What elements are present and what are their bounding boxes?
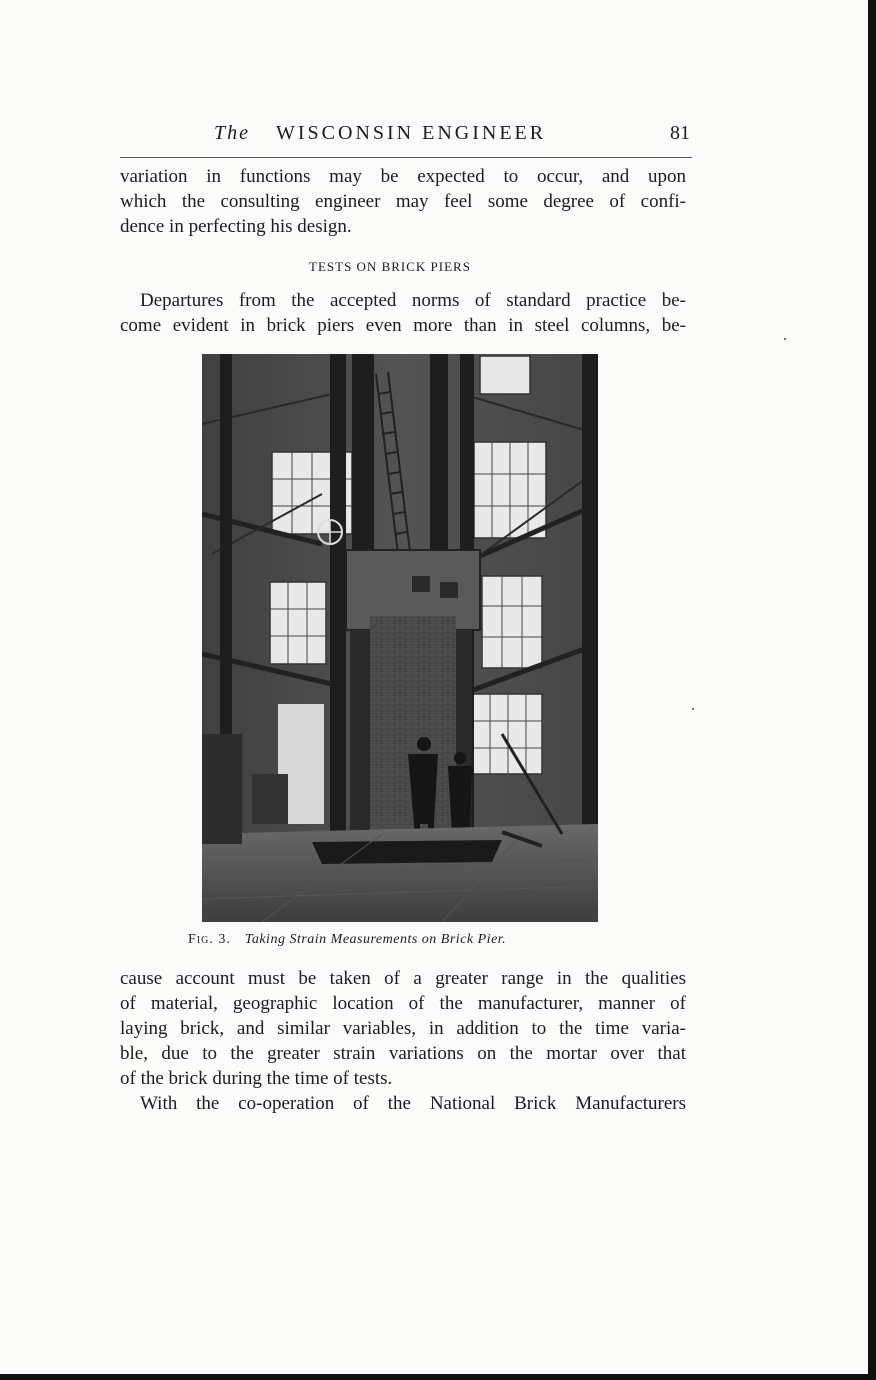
paragraph-continued — [120, 164, 686, 239]
scan-border-bottom — [0, 1374, 876, 1380]
text-line: variation in functions may be expected to occur, and upon — [120, 166, 686, 187]
brick-pier-photo — [202, 354, 598, 922]
text-line: come evident in brick piers even more than in steel columns, be- — [120, 315, 686, 336]
text-line: Departures from the accepted norms of standard practice be- — [140, 290, 686, 311]
text-line: of the brick during the time of tests. — [120, 1068, 393, 1089]
figure-title: Taking Strain Measurements on Brick Pier. — [244, 932, 507, 947]
scan-speck — [784, 338, 786, 340]
page-number: 81 — [670, 122, 690, 144]
text-line: cause account must be taken of a greater range in the qualities — [120, 968, 686, 989]
photo-illustration — [202, 354, 598, 922]
paragraph-cooperation — [120, 1091, 686, 1116]
journal-title: WISCONSIN ENGINEER — [276, 122, 547, 144]
paragraph-departures — [120, 288, 686, 338]
text-line: ble, due to the greater strain variations on the mortar over that — [120, 1043, 686, 1064]
scan-border-right — [868, 0, 876, 1380]
figure-caption — [188, 932, 628, 948]
text-line: of material, geographic location of the manufacturer, manner of — [120, 993, 686, 1014]
text-line: which the consulting engineer may feel some degree of confi- — [120, 191, 686, 212]
text-line: laying brick, and similar variables, in addition to the time varia- — [120, 1018, 686, 1039]
scan-speck — [692, 708, 694, 710]
text-line: With the co-operation of the National Brick Manufacturers — [140, 1093, 686, 1114]
figure-label: Fig. 3. — [188, 932, 231, 947]
paragraph-cause — [120, 966, 686, 1091]
header-the: The — [214, 122, 250, 144]
header-divider — [120, 157, 692, 158]
section-heading: TESTS ON BRICK PIERS — [309, 259, 471, 274]
text-line: dence in perfecting his design. — [120, 216, 352, 237]
